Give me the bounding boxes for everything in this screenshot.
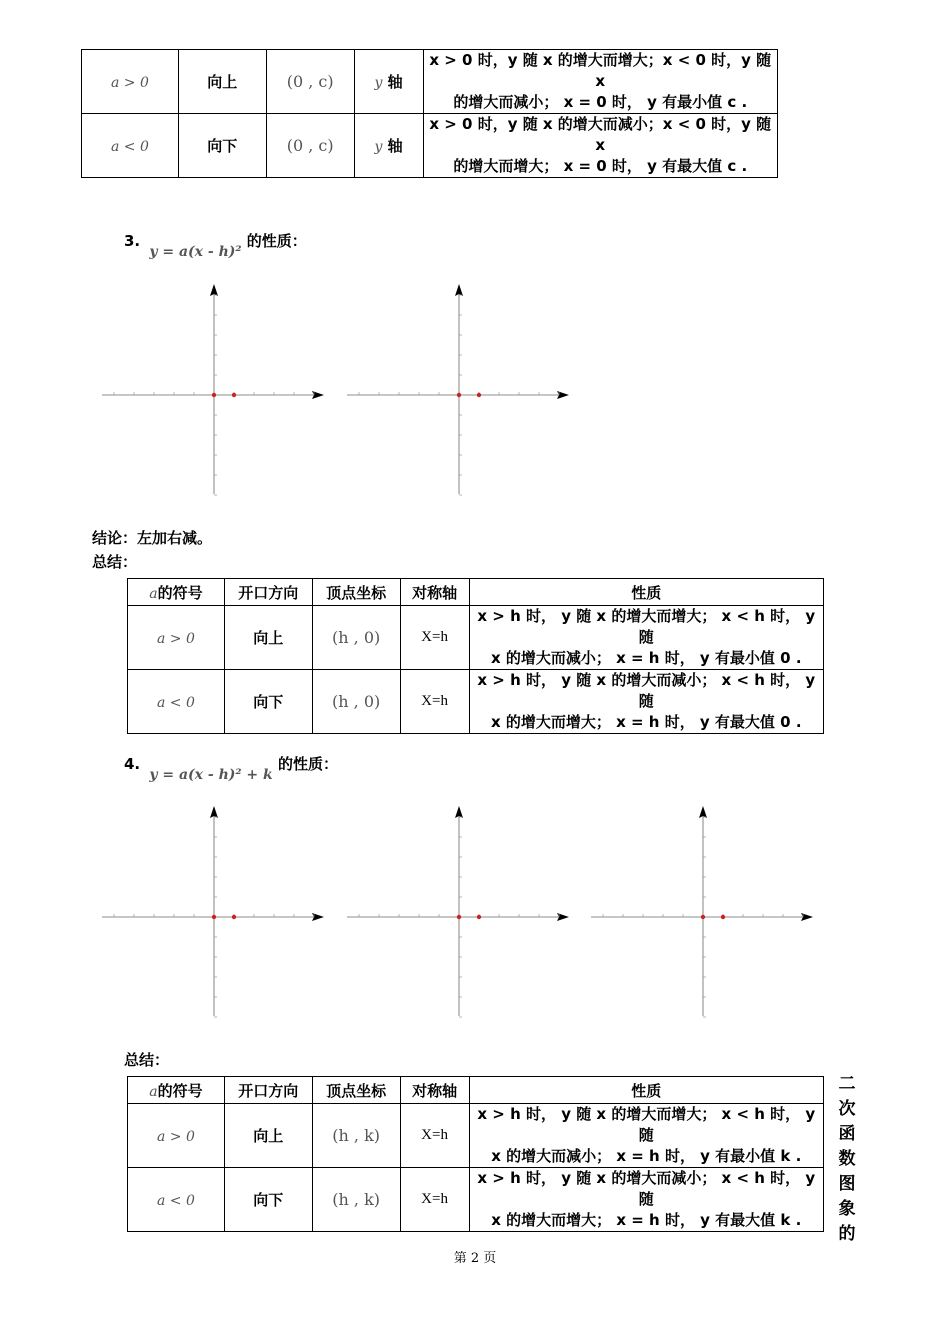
page-footer: 第 2 页 — [453, 1251, 497, 1266]
side-vertical-text: 二 次 函 数 图 象 的 — [838, 1074, 856, 1244]
summary-label: 总结： — [92, 553, 138, 571]
table-header-row — [128, 579, 824, 606]
section-suffix: 的性质： — [277, 755, 338, 773]
property-cell: x > 0 时，y 随 x 的增大而增大；x < 0 时，y 随 x 的增大而减小； x = 0 时， y 有最小值 c . — [423, 50, 777, 114]
axis-cell: X=h — [400, 670, 469, 734]
direction-cell: 向上 — [178, 50, 266, 114]
vertex-cell: (h , 0) — [312, 670, 400, 734]
origin-point — [212, 393, 216, 397]
summary-label: 总结： — [124, 1051, 170, 1069]
sign-cell: a < 0 — [82, 114, 179, 178]
h-point — [721, 915, 725, 919]
section-3-heading — [124, 230, 307, 260]
conclusion-text: 结论：左加右减。 — [92, 529, 213, 547]
header-sign: a的符号 — [128, 1077, 225, 1104]
sign-cell: a > 0 — [128, 1104, 225, 1168]
header-direction: 开口方向 — [224, 579, 312, 606]
direction-cell: 向上 — [224, 1104, 312, 1168]
coordinate-axes — [589, 804, 815, 1020]
coordinate-axes — [345, 282, 571, 498]
axis-cell: X=h — [400, 1168, 469, 1232]
axis-cell: y 轴 — [354, 114, 423, 178]
h-point — [232, 915, 236, 919]
section-formula: y = a(x - h)² + k — [149, 767, 273, 783]
header-axis: 对称轴 — [400, 579, 469, 606]
table-row — [82, 114, 778, 178]
section-formula: y = a(x - h)² — [149, 244, 242, 260]
section-4-heading — [124, 753, 338, 783]
header-vertex: 顶点坐标 — [312, 579, 400, 606]
coordinate-axes — [345, 804, 571, 1020]
property-cell: x > h 时， y 随 x 的增大而减小； x < h 时， y 随 x 的增大而增大； x = h 时， y 有最大值 k . — [469, 1168, 823, 1232]
properties-table-top — [81, 49, 778, 178]
direction-cell: 向下 — [178, 114, 266, 178]
coordinate-axes — [100, 282, 326, 498]
direction-cell: 向下 — [224, 670, 312, 734]
properties-table-4 — [127, 1076, 824, 1232]
axis-cell: y 轴 — [354, 50, 423, 114]
header-property: 性质 — [469, 1077, 823, 1104]
axes-group — [102, 806, 324, 1017]
vertex-cell: (h , k) — [312, 1104, 400, 1168]
vertex-cell: (0 , c) — [266, 114, 354, 178]
origin-point — [457, 915, 461, 919]
header-sign: a的符号 — [128, 579, 225, 606]
sign-cell: a < 0 — [128, 1168, 225, 1232]
property-cell: x > 0 时，y 随 x 的增大而减小；x < 0 时，y 随 x 的增大而增大； x = 0 时， y 有最大值 c . — [423, 114, 777, 178]
property-cell: x > h 时， y 随 x 的增大而减小； x < h 时， y 随 x 的增大而增大； x = h 时， y 有最大值 0 . — [469, 670, 823, 734]
table-row — [128, 670, 824, 734]
table-row — [128, 1104, 824, 1168]
origin-point — [212, 915, 216, 919]
section-number: 4. — [124, 755, 141, 773]
table-row — [82, 50, 778, 114]
header-property: 性质 — [469, 579, 823, 606]
direction-cell: 向下 — [224, 1168, 312, 1232]
origin-point — [457, 393, 461, 397]
header-direction: 开口方向 — [224, 1077, 312, 1104]
header-vertex: 顶点坐标 — [312, 1077, 400, 1104]
sign-cell: a > 0 — [128, 606, 225, 670]
property-cell: x > h 时， y 随 x 的增大而增大； x < h 时， y 随 x 的增大而减小； x = h 时， y 有最小值 0 . — [469, 606, 823, 670]
section-suffix: 的性质： — [246, 232, 307, 250]
axes-group — [347, 806, 569, 1017]
vertex-cell: (h , 0) — [312, 606, 400, 670]
h-point — [477, 393, 481, 397]
direction-cell: 向上 — [224, 606, 312, 670]
table-row — [128, 1168, 824, 1232]
property-cell: x > h 时， y 随 x 的增大而增大； x < h 时， y 随 x 的增大而减小； x = h 时， y 有最小值 k . — [469, 1104, 823, 1168]
section-number: 3. — [124, 232, 141, 250]
header-axis: 对称轴 — [400, 1077, 469, 1104]
axis-cell: X=h — [400, 1104, 469, 1168]
sign-cell: a > 0 — [82, 50, 179, 114]
sign-cell: a < 0 — [128, 670, 225, 734]
h-point — [477, 915, 481, 919]
axis-cell: X=h — [400, 606, 469, 670]
axes-group — [591, 806, 813, 1017]
h-point — [232, 393, 236, 397]
table-row — [128, 606, 824, 670]
axes-group — [102, 284, 324, 495]
properties-table-3 — [127, 578, 824, 734]
vertex-cell: (0 , c) — [266, 50, 354, 114]
origin-point — [701, 915, 705, 919]
axes-group — [347, 284, 569, 495]
coordinate-axes — [100, 804, 326, 1020]
vertex-cell: (h , k) — [312, 1168, 400, 1232]
table-header-row — [128, 1077, 824, 1104]
